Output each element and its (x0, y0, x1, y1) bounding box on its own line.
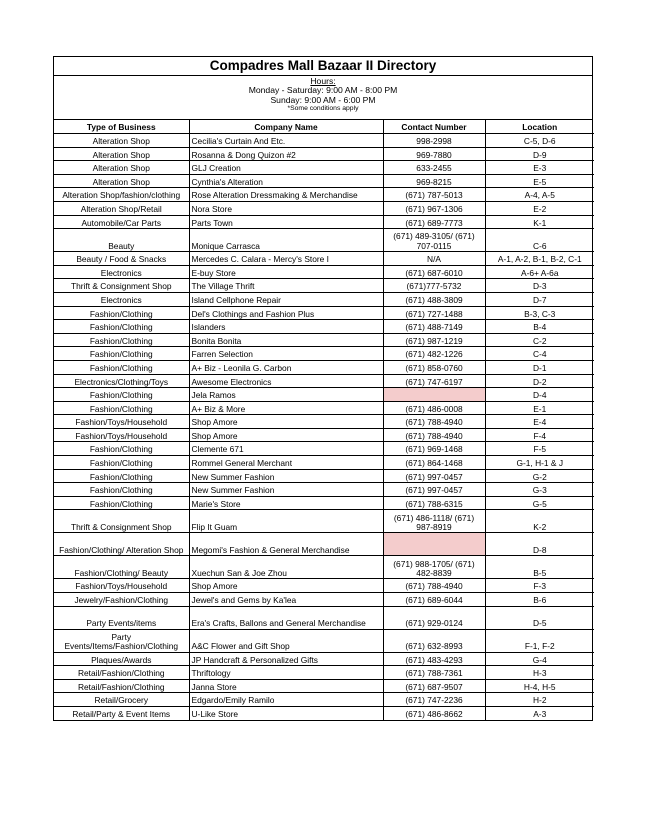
cell-contact-number: (671) 929-0124 (383, 606, 485, 629)
cell-contact-number: (671) 747-2236 (383, 693, 485, 707)
cell-contact-number: (671) 997-0457 (383, 483, 485, 497)
cell-company-name: Marie's Store (189, 496, 383, 510)
cell-business-type: Retail/Fashion/Clothing (54, 679, 189, 693)
cell-location: D-7 (485, 292, 594, 306)
cell-contact-number: (671) 486-8662 (383, 707, 485, 720)
cell-contact-number: (671) 967-1306 (383, 201, 485, 215)
table-row (54, 707, 594, 720)
cell-company-name: Rommel General Merchant (189, 456, 383, 470)
cell-company-name: Cynthia's Alteration (189, 174, 383, 188)
table-row (54, 320, 594, 334)
cell-location: G-4 (485, 652, 594, 666)
cell-contact-number: (671) 987-1219 (383, 333, 485, 347)
cell-contact-number: 998-2998 (383, 134, 485, 148)
cell-contact-number: N/A (383, 252, 485, 266)
table-header-row (54, 120, 594, 134)
cell-contact-number: (671) 988-1705/ (671) 482-8839 (383, 556, 485, 579)
table-row (54, 147, 594, 161)
cell-contact-number: (671) 632-8993 (383, 629, 485, 652)
cell-location: D-3 (485, 279, 594, 293)
cell-contact-number: (671) 689-7773 (383, 215, 485, 229)
table-row (54, 652, 594, 666)
table-row (54, 556, 594, 579)
cell-business-type: Fashion/Clothing/ Beauty (54, 556, 189, 579)
cell-business-type: Retail/Grocery (54, 693, 189, 707)
cell-company-name: Island Cellphone Repair (189, 292, 383, 306)
cell-business-type: Fashion/Clothing (54, 442, 189, 456)
table-row (54, 252, 594, 266)
cell-location: D-4 (485, 388, 594, 402)
cell-company-name: GLJ Creation (189, 161, 383, 175)
cell-company-name: The Village Thrift (189, 279, 383, 293)
cell-contact-number: (671) 486-1118/ (671) 987-8919 (383, 510, 485, 533)
cell-company-name: Del's Clothings and Fashion Plus (189, 306, 383, 320)
cell-business-type: Alteration Shop/Retail (54, 201, 189, 215)
table-row (54, 265, 594, 279)
cell-business-type: Electronics (54, 292, 189, 306)
cell-contact-number: (671) 969-1468 (383, 442, 485, 456)
cell-company-name: Monique Carrasca (189, 229, 383, 252)
cell-company-name: New Summer Fashion (189, 483, 383, 497)
cell-contact-number: (671) 689-6044 (383, 593, 485, 607)
table-row (54, 579, 594, 593)
table-row (54, 360, 594, 374)
cell-company-name: U-Like Store (189, 707, 383, 720)
cell-business-type: Fashion/Clothing (54, 496, 189, 510)
cell-company-name: Awesome Electronics (189, 374, 383, 388)
cell-location: B-3, C-3 (485, 306, 594, 320)
cell-location: A-3 (533, 709, 547, 719)
cell-business-type: Fashion/Toys/Household (54, 415, 189, 429)
cell-contact-number (383, 533, 485, 556)
cell-contact-number: (671) 864-1468 (383, 456, 485, 470)
cell-location: D-5 (485, 606, 594, 629)
cell-company-name: Rose Alteration Dressmaking & Merchandise (189, 188, 383, 202)
hours-note: *Some conditions apply (287, 105, 359, 113)
cell-contact-number: (671) 788-7361 (383, 666, 485, 680)
table-row (54, 593, 594, 607)
cell-business-type: Fashion/Clothing (54, 333, 189, 347)
cell-business-type: Thrift & Consignment Shop (54, 279, 189, 293)
table-row (54, 469, 594, 483)
cell-contact-number: (671) 488-7149 (383, 320, 485, 334)
cell-business-type: Jewelry/Fashion/Clothing (54, 593, 189, 607)
table-row (54, 442, 594, 456)
hours-block (54, 76, 592, 120)
cell-contact-number: 969-7880 (383, 147, 485, 161)
table-row (54, 347, 594, 361)
table-row (54, 174, 594, 188)
cell-location: K-2 (485, 510, 594, 533)
table-row (54, 333, 594, 347)
cell-contact-number: (671) 486-0008 (383, 401, 485, 415)
cell-business-type: Fashion/Clothing/ Alteration Shop (54, 533, 189, 556)
cell-company-name: Farren Selection (189, 347, 383, 361)
table-row (54, 483, 594, 497)
cell-location: E-5 (485, 174, 594, 188)
cell-contact-number: (671) 483-4293 (383, 652, 485, 666)
cell-location: B-4 (485, 320, 594, 334)
table-row (54, 510, 594, 533)
cell-location: K-1 (485, 215, 594, 229)
cell-contact-number: (671) 727-1488 (383, 306, 485, 320)
cell-location: D-2 (485, 374, 594, 388)
cell-business-type: Alteration Shop (54, 174, 189, 188)
cell-company-name: Shop Amore (189, 579, 383, 593)
cell-location: D-9 (485, 147, 594, 161)
cell-business-type: Beauty / Food & Snacks (54, 252, 189, 266)
cell-contact-number: (671) 788-4940 (383, 428, 485, 442)
cell-company-name: Rosanna & Dong Quizon #2 (189, 147, 383, 161)
cell-location: D-8 (485, 533, 594, 556)
cell-contact-number: (671) 489-3105/ (671) 707-0115 (383, 229, 485, 252)
table-row (54, 134, 594, 148)
table-row (54, 188, 594, 202)
table-row (54, 401, 594, 415)
cell-contact-number: (671) 747-6197 (383, 374, 485, 388)
cell-company-name: Era's Crafts, Ballons and General Merchandise (189, 606, 383, 629)
cell-company-name: Flip It Guam (189, 510, 383, 533)
table-row (54, 666, 594, 680)
cell-contact-number: (671) 687-6010 (383, 265, 485, 279)
cell-location: H-2 (485, 693, 594, 707)
cell-business-type: Party Events/Items/Fashion/Clothing (54, 629, 189, 652)
table-row (54, 161, 594, 175)
cell-location: E-2 (485, 201, 594, 215)
cell-business-type: Fashion/Clothing (54, 360, 189, 374)
cell-location: C-5, D-6 (485, 134, 594, 148)
table-row (54, 306, 594, 320)
cell-location: A-4, A-5 (485, 188, 594, 202)
cell-location: A-1, A-2, B-1, B-2, C-1 (485, 252, 594, 266)
cell-location: H-4, H-5 (485, 679, 594, 693)
cell-company-name: Shop Amore (189, 415, 383, 429)
page-title: Compadres Mall Bazaar II Directory (54, 57, 592, 76)
cell-location: B-5 (485, 556, 594, 579)
cell-company-name: A+ Biz & More (189, 401, 383, 415)
cell-company-name: Parts Town (189, 215, 383, 229)
cell-business-type: Plaques/Awards (54, 652, 189, 666)
cell-location: E-4 (485, 415, 594, 429)
cell-location: G-2 (485, 469, 594, 483)
cell-business-type: Fashion/Toys/Household (54, 579, 189, 593)
cell-business-type: Alteration Shop (54, 161, 189, 175)
cell-company-name: Megomi's Fashion & General Merchandise (189, 533, 383, 556)
cell-business-type: Alteration Shop/fashion/clothing (54, 188, 189, 202)
cell-business-type: Fashion/Clothing (54, 483, 189, 497)
cell-business-type: Retail/Party & Event Items (54, 707, 189, 720)
directory-table (54, 120, 594, 720)
table-row (54, 629, 594, 652)
cell-contact-number: (671)777-5732 (383, 279, 485, 293)
cell-location: C-4 (485, 347, 594, 361)
cell-company-name: JP Handcraft & Personalized Gifts (189, 652, 383, 666)
cell-company-name: Edgardo/Emily Ramilo (189, 693, 383, 707)
cell-contact-number: (671) 687-9507 (383, 679, 485, 693)
table-row (54, 279, 594, 293)
cell-company-name: Jewel's and Gems by Ka'lea (189, 593, 383, 607)
table-row (54, 533, 594, 556)
table-row (54, 215, 594, 229)
cell-location: A-6+ A-6a (485, 265, 594, 279)
cell-location: G-3 (485, 483, 594, 497)
cell-company-name: Shop Amore (189, 428, 383, 442)
table-row (54, 693, 594, 707)
cell-contact-number: (671) 488-3809 (383, 292, 485, 306)
cell-company-name: A&C Flower and Gift Shop (189, 629, 383, 652)
cell-company-name: Thriftology (189, 666, 383, 680)
cell-location: H-3 (485, 666, 594, 680)
cell-contact-number: (671) 788-4940 (383, 415, 485, 429)
column-header-location: Location (485, 120, 594, 134)
cell-business-type: Fashion/Clothing (54, 388, 189, 402)
cell-business-type: Thrift & Consignment Shop (54, 510, 189, 533)
cell-business-type: Fashion/Clothing (54, 306, 189, 320)
cell-business-type: Fashion/Clothing (54, 320, 189, 334)
cell-location: E-3 (485, 161, 594, 175)
cell-business-type: Fashion/Clothing (54, 347, 189, 361)
cell-location: F-5 (485, 442, 594, 456)
table-row (54, 388, 594, 402)
table-row (54, 292, 594, 306)
cell-contact-number: (671) 858-0760 (383, 360, 485, 374)
cell-company-name: Mercedes C. Calara - Mercy's Store I (189, 252, 383, 266)
cell-business-type: Retail/Fashion/Clothing (54, 666, 189, 680)
cell-business-type: Alteration Shop (54, 134, 189, 148)
table-row (54, 428, 594, 442)
cell-company-name: Nora Store (189, 201, 383, 215)
cell-company-name: Xuechun San & Joe Zhou (189, 556, 383, 579)
table-row (54, 679, 594, 693)
cell-business-type: Automobile/Car Parts (54, 215, 189, 229)
cell-location: B-6 (485, 593, 594, 607)
cell-contact-number: 633-2455 (383, 161, 485, 175)
directory-sheet (53, 56, 593, 721)
cell-location: F-1, F-2 (485, 629, 594, 652)
cell-company-name: New Summer Fashion (189, 469, 383, 483)
cell-company-name: Jela Ramos (189, 388, 383, 402)
table-row (54, 606, 594, 629)
cell-location: G-1, H-1 & J (485, 456, 594, 470)
cell-company-name: Cecilia's Curtain And Etc. (189, 134, 383, 148)
cell-contact-number (383, 388, 485, 402)
cell-company-name: Clemente 671 (189, 442, 383, 456)
cell-business-type: Beauty (54, 229, 189, 252)
cell-business-type: Electronics (54, 265, 189, 279)
table-row (54, 229, 594, 252)
cell-location: E-1 (485, 401, 594, 415)
cell-company-name: A+ Biz - Leonila G. Carbon (189, 360, 383, 374)
table-row (54, 456, 594, 470)
cell-business-type: Fashion/Toys/Household (54, 428, 189, 442)
table-row (54, 496, 594, 510)
cell-business-type: Fashion/Clothing (54, 401, 189, 415)
cell-contact-number: 969-8215 (383, 174, 485, 188)
hours-weekday: Monday - Saturday: 9:00 AM - 8:00 PM (248, 85, 398, 96)
cell-contact-number: (671) 788-4940 (383, 579, 485, 593)
column-header-type: Type of Business (54, 120, 189, 134)
table-row (54, 415, 594, 429)
cell-location: F-4 (485, 428, 594, 442)
cell-location: F-3 (485, 579, 594, 593)
cell-company-name: E-buy Store (189, 265, 383, 279)
cell-location: D-1 (485, 360, 594, 374)
table-body (54, 134, 594, 720)
column-header-company: Company Name (189, 120, 383, 134)
column-header-contact: Contact Number (383, 120, 485, 134)
cell-business-type: Electronics/Clothing/Toys (54, 374, 189, 388)
cell-location: C-2 (485, 333, 594, 347)
table-row (54, 374, 594, 388)
cell-contact-number: (671) 997-0457 (383, 469, 485, 483)
cell-business-type: Alteration Shop (54, 147, 189, 161)
cell-business-type: Party Events/items (54, 606, 189, 629)
cell-company-name: Janna Store (189, 679, 383, 693)
cell-company-name: Islanders (189, 320, 383, 334)
hours-header: Hours: (310, 76, 336, 86)
cell-business-type: Fashion/Clothing (54, 469, 189, 483)
cell-contact-number: (671) 787-5013 (383, 188, 485, 202)
cell-contact-number: (671) 788-6315 (383, 496, 485, 510)
cell-contact-number: (671) 482-1226 (383, 347, 485, 361)
cell-location: C-6 (485, 229, 594, 252)
table-row (54, 201, 594, 215)
cell-business-type: Fashion/Clothing (54, 456, 189, 470)
cell-location: G-5 (485, 496, 594, 510)
cell-company-name: Bonita Bonita (189, 333, 383, 347)
hours-sunday: Sunday: 9:00 AM - 6:00 PM (270, 94, 376, 105)
